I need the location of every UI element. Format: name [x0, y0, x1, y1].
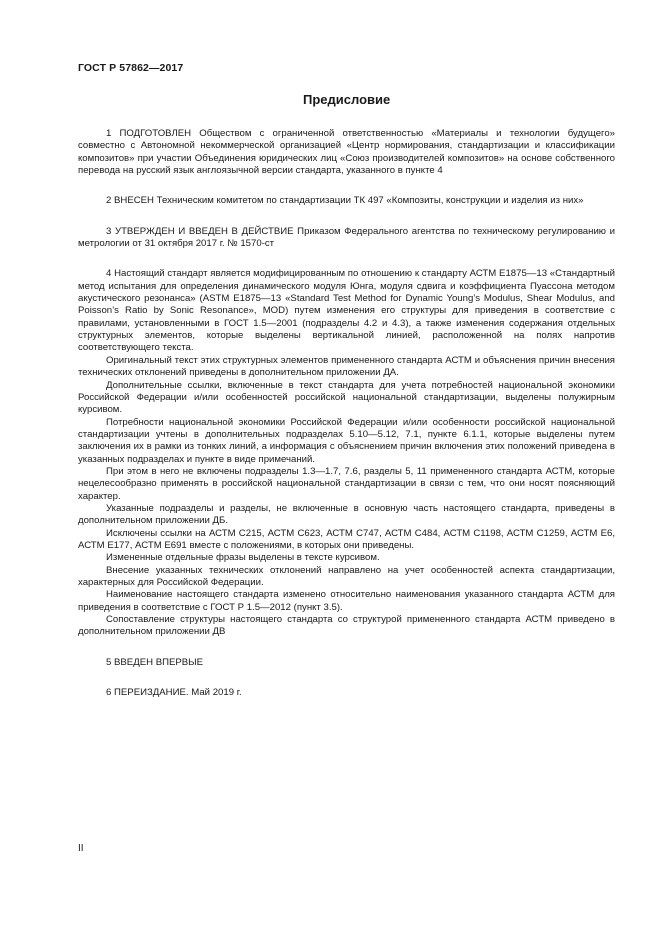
- preface-item-4-paragraph: Дополнительные ссылки, включенные в текст стандарта для учета потребностей национальной экономики Российской Федерации и/или особенностей российской национальной стандартизации, выделены полужирным курсивом.: [78, 379, 615, 416]
- preface-item-4-paragraph: При этом в него не включены подразделы 1.3—1.7, 7.6, разделы 5, 11 примененного стандарта АСТМ, которые нецелесообразно применять в российской национальной стандартизации в связи с тем, что они носят поясняющий характер.: [78, 465, 615, 502]
- page-number: II: [78, 843, 84, 854]
- preface-item-4-paragraph: Оригинальный текст этих структурных элементов примененного стандарта АСТМ и объяснения причин внесения технических отклонений приведены в дополнительном приложении ДА.: [78, 354, 615, 379]
- preface-item-4: 4 Настоящий стандарт является модифицированным по отношению к стандарту АСТМ Е1875—13 «Стандартный метод испытания для определения динамического модуля Юнга, модуля сдвига и коэффициента Пуассона методом акустического резонанса» (ASTM E1875—13 «Standard Test Method for Dynamic Young’s Modulus, Shear Modulus, and Poisson’s Ratio by Sonic Resonance», MOD) путем изменения его структуры для приведения в соответствие с правилами, установленными в ГОСТ 1.5—2001 (подразделы 4.2 и 4.3), а также изменения содержания отдельных структурных элементов, которые выделены вертикальной линией, расположенной на полях напротив соответствующего текста.: [78, 268, 615, 354]
- preface-item-6: 6 ПЕРЕИЗДАНИЕ. Май 2019 г.: [106, 687, 242, 699]
- preface-item-4-paragraph: Сопоставление структуры настоящего стандарта со структурой примененного стандарта АСТМ приведено в дополнительном приложении ДВ: [78, 614, 615, 638]
- preface-content: [78, 128, 615, 699]
- preface-item-4-paragraph: Потребности национальной экономики Российской Федерации и/или особенности российской национальной стандартизации учтены в дополнительных подразделах 5.10—5.12, 7.1, пункте 6.1.1, которые выделены путем заключения их в рамки из тонких линий, а информация с объяснением причин включения этих положений приведена в указанных подразделах и пункте в виде примечаний.: [78, 416, 615, 465]
- preface-item-5: 5 ВВЕДЕН ВПЕРВЫЕ: [106, 656, 204, 668]
- page-title: Предисловие: [303, 92, 391, 107]
- preface-item-1: 1 ПОДГОТОВЛЕН Обществом с ограниченной ответственностью «Материалы и технологии будущего» совместно с Автономной некоммерческой организацией «Центр нормирования, стандартизации и классификации композитов» при участии Объединения юридических лиц «Союз производителей композитов» на основе собственного перевода на русский язык англоязычной версии стандарта, указанного в пункте 4: [78, 128, 615, 177]
- document-header: ГОСТ Р 57862—2017: [78, 62, 184, 74]
- preface-item-2: 2 ВНЕСЕН Техническим комитетом по стандартизации ТК 497 «Композиты, конструкции и изделия из них»: [106, 195, 584, 207]
- preface-item-4-paragraph: Исключены ссылки на АСТМ С215, АСТМ С623, АСТМ С747, АСТМ С484, АСТМ С1198, АСТМ С1259, АСТМ Е6, АСТМ Е177, АСТМ Е691 вместе с положениями, в которых они приведены.: [78, 527, 615, 551]
- preface-item-4-paragraph: Наименование настоящего стандарта изменено относительно наименования указанного стандарта АСТМ для приведения в соответствие с ГОСТ Р 1.5—2012 (пункт 3.5).: [78, 589, 615, 613]
- preface-item-4-paragraph: Измененные отдельные фразы выделены в тексте курсивом.: [106, 552, 380, 564]
- preface-item-4-paragraph: Указанные подразделы и разделы, не включенные в основную часть настоящего стандарта, приведены в дополнительном приложении ДБ.: [78, 502, 615, 527]
- preface-item-3: 3 УТВЕРЖДЕН И ВВЕДЕН В ДЕЙСТВИЕ Приказом Федерального агентства по техническому регулированию и метрологии от 31 октября 2017 г. № 1570-ст: [78, 225, 615, 250]
- preface-item-4-paragraph: Внесение указанных технических отклонений направлено на учет особенностей аспекта стандартизации, характерных для Российской Федерации.: [78, 564, 615, 588]
